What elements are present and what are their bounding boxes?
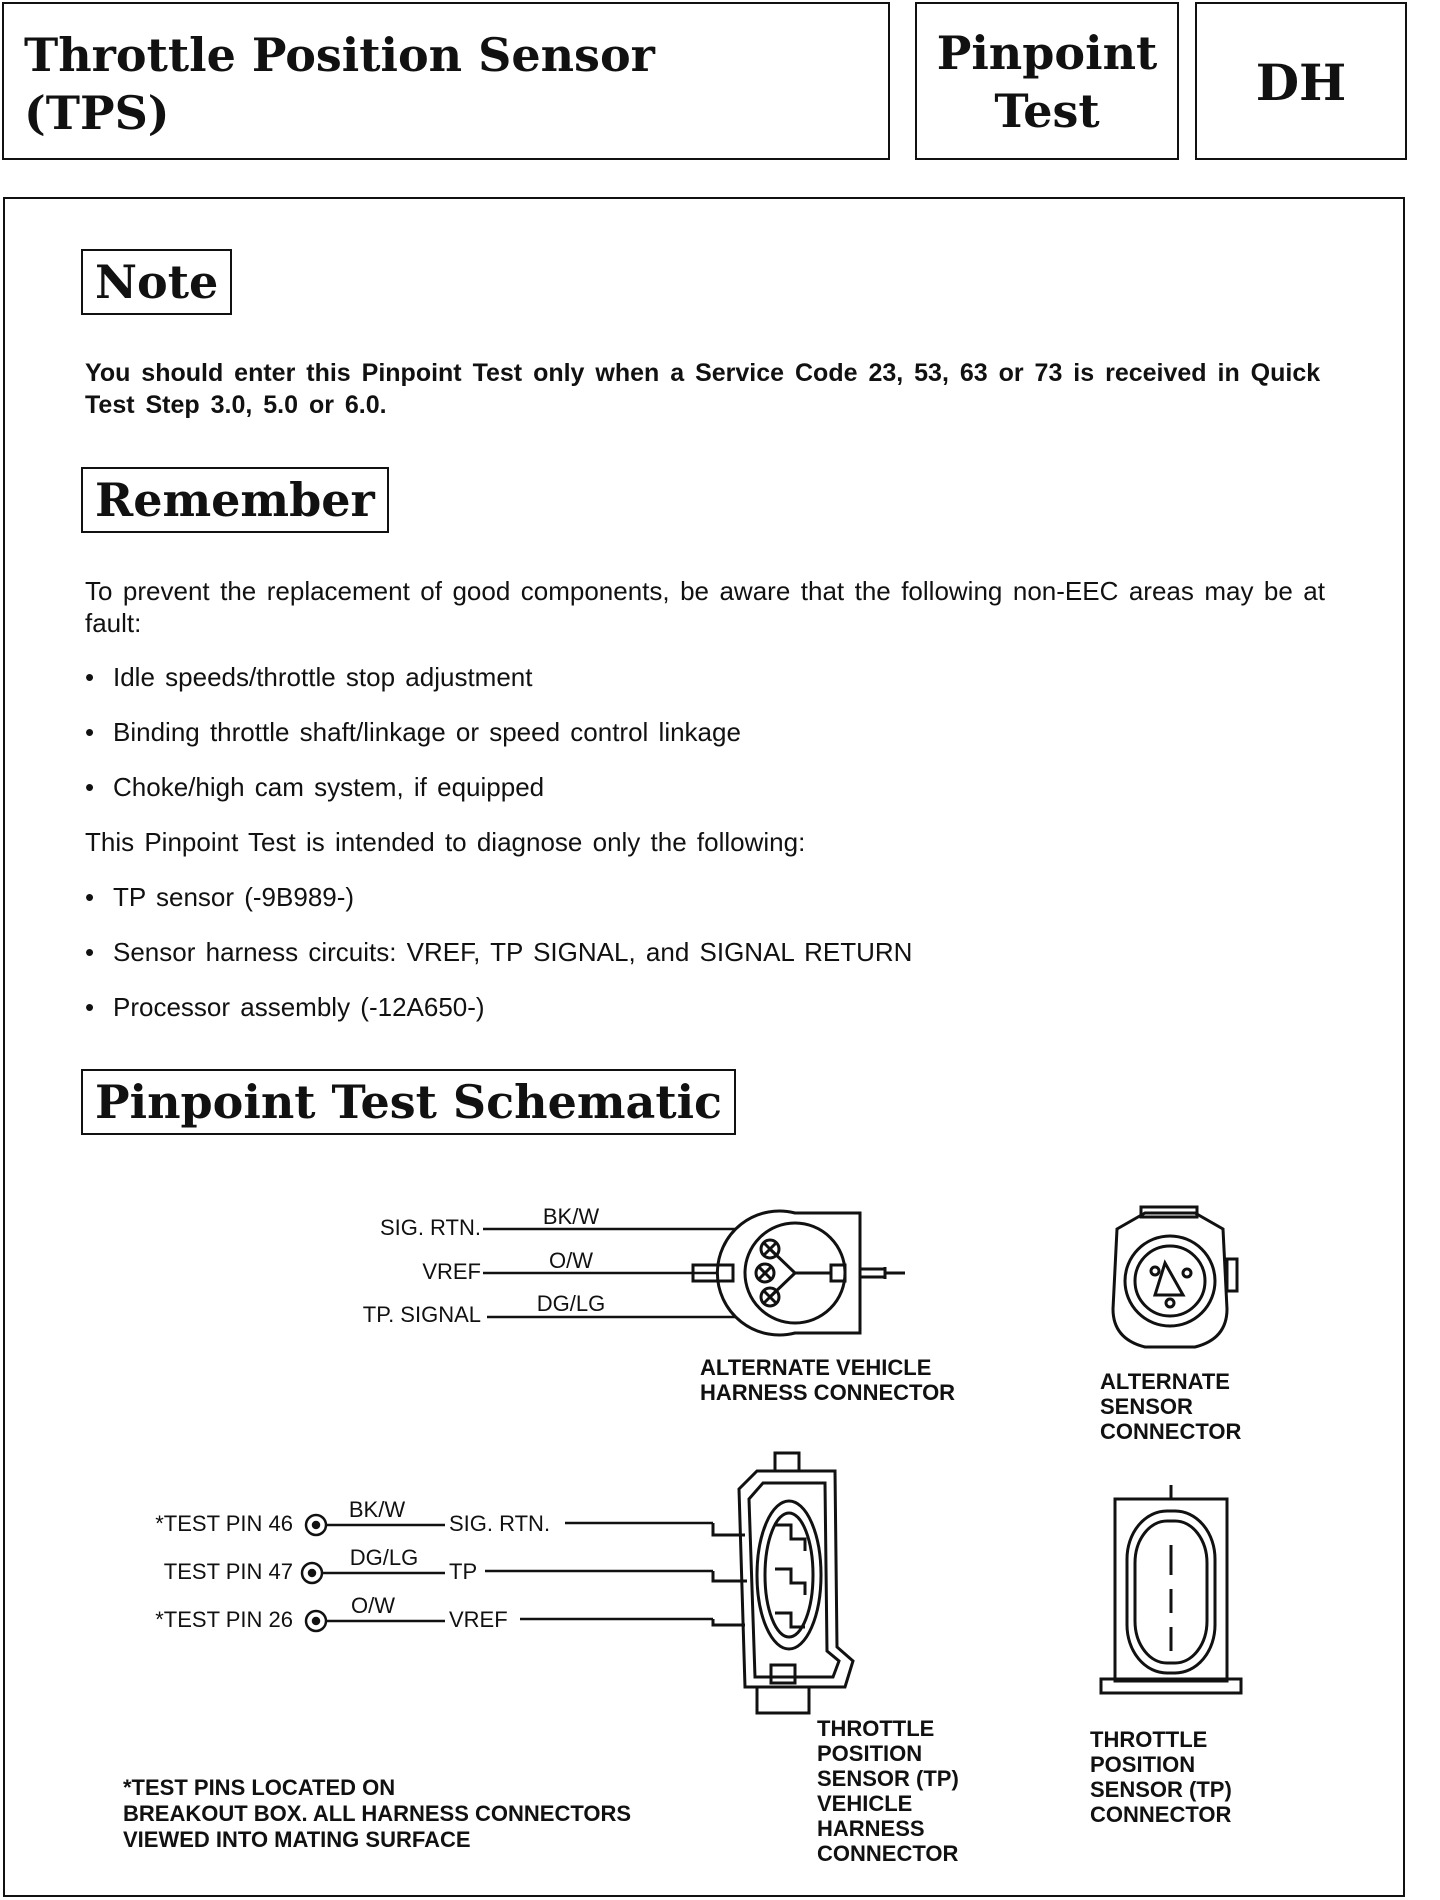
bullet-mark: • bbox=[85, 772, 95, 802]
alt-sensor-connector-drawing bbox=[1113, 1207, 1237, 1347]
diagnose-text: Processor assembly (-12A650-) bbox=[113, 992, 485, 1022]
test-pin-circuit: SIG. RTN. bbox=[449, 1511, 551, 1536]
test-type-box bbox=[915, 2, 1179, 160]
test-type-line-2: Test bbox=[994, 84, 1100, 138]
tp-vehicle-caption: VEHICLE bbox=[817, 1791, 913, 1816]
diagnose-text: TP sensor (-9B989-) bbox=[113, 882, 355, 912]
alt-circuit-label: SIG. RTN. bbox=[379, 1215, 481, 1240]
alt-circuit-labels bbox=[363, 1204, 605, 1327]
tp-vehicle-caption: SENSOR (TP) bbox=[817, 1766, 959, 1791]
tp-vehicle-harness-connector-drawing bbox=[713, 1453, 853, 1713]
test-pin-circuit: VREF bbox=[449, 1607, 508, 1632]
tp-sensor-connector-drawing bbox=[1101, 1485, 1241, 1693]
footnote-line: VIEWED INTO MATING SURFACE bbox=[123, 1827, 471, 1852]
diagnose-intro: This Pinpoint Test is intended to diagnose only the following: bbox=[85, 827, 806, 857]
tp-sensor-caption: THROTTLE bbox=[1090, 1727, 1208, 1752]
test-pin-wire-color: O/W bbox=[351, 1593, 395, 1618]
remember-heading: Remember bbox=[81, 467, 389, 533]
test-pin-label: *TEST PIN 46 bbox=[155, 1511, 293, 1536]
test-code-box bbox=[1195, 2, 1407, 160]
schematic-heading: Pinpoint Test Schematic bbox=[81, 1069, 736, 1135]
tp-vehicle-caption: POSITION bbox=[817, 1741, 923, 1766]
alt-wire-color: DG/LG bbox=[536, 1291, 606, 1316]
title-box bbox=[2, 2, 890, 160]
bullet-mark: • bbox=[85, 992, 95, 1022]
alt-sensor-caption: SENSOR bbox=[1100, 1394, 1193, 1419]
fault-area-text: Idle speeds/throttle stop adjustment bbox=[113, 662, 533, 692]
alt-vehicle-caption: HARNESS CONNECTOR bbox=[700, 1380, 956, 1405]
tp-sensor-caption: SENSOR (TP) bbox=[1090, 1777, 1232, 1802]
pinpoint-test-schematic bbox=[5, 199, 1403, 1894]
test-pin-label: TEST PIN 47 bbox=[163, 1559, 293, 1584]
alt-circuit-label: TP. SIGNAL bbox=[362, 1302, 481, 1327]
fault-area-text: Binding throttle shaft/linkage or speed control linkage bbox=[113, 717, 741, 747]
fault-area-text: Choke/high cam system, if equipped bbox=[113, 772, 545, 802]
title-line-2: (TPS) bbox=[24, 86, 170, 140]
tp-vehicle-caption: THROTTLE bbox=[817, 1716, 935, 1741]
alt-sensor-caption: CONNECTOR bbox=[1100, 1419, 1242, 1444]
test-pin-rows bbox=[155, 1497, 550, 1632]
title-line-1: Throttle Position Sensor bbox=[24, 28, 655, 82]
tp-sensor-caption: POSITION bbox=[1090, 1752, 1196, 1777]
test-pin-wire-color: BK/W bbox=[348, 1497, 406, 1522]
content-frame bbox=[3, 197, 1405, 1897]
remember-intro: To prevent the replacement of good components, be aware that the following non-EEC areas may be at fault: bbox=[85, 576, 1325, 638]
alt-wire-color: O/W bbox=[549, 1248, 593, 1273]
test-pin-label: *TEST PIN 26 bbox=[155, 1607, 293, 1632]
test-pin-wire-color: DG/LG bbox=[349, 1545, 419, 1570]
bullet-mark: • bbox=[85, 937, 95, 967]
test-type-line-1: Pinpoint bbox=[936, 26, 1158, 80]
footnote-line: *TEST PINS LOCATED ON bbox=[123, 1775, 396, 1800]
footnote-line: BREAKOUT BOX. ALL HARNESS CONNECTORS bbox=[123, 1801, 632, 1826]
bullet-mark: • bbox=[85, 717, 95, 747]
alt-circuit-label: VREF bbox=[422, 1259, 481, 1284]
tp-vehicle-caption: CONNECTOR bbox=[817, 1841, 959, 1866]
alt-sensor-caption: ALTERNATE bbox=[1100, 1369, 1230, 1394]
diagnose-text: Sensor harness circuits: VREF, TP SIGNAL, and SIGNAL RETURN bbox=[113, 937, 913, 967]
note-heading: Note bbox=[81, 249, 232, 315]
tp-sensor-caption: CONNECTOR bbox=[1090, 1802, 1232, 1827]
test-pin-circuit: TP bbox=[449, 1559, 478, 1584]
bullet-mark: • bbox=[85, 882, 95, 912]
alt-wire-color: BK/W bbox=[542, 1204, 600, 1229]
tp-vehicle-caption: HARNESS bbox=[817, 1816, 925, 1841]
test-code: DH bbox=[1255, 53, 1347, 112]
bullet-mark: • bbox=[85, 662, 95, 692]
alt-vehicle-caption: ALTERNATE VEHICLE bbox=[700, 1355, 932, 1380]
note-text: You should enter this Pinpoint Test only when a Service Code 23, 53, 63 or 73 is received in Quick Test Step 3.0, 5.0 or 6.0. bbox=[85, 359, 1321, 419]
